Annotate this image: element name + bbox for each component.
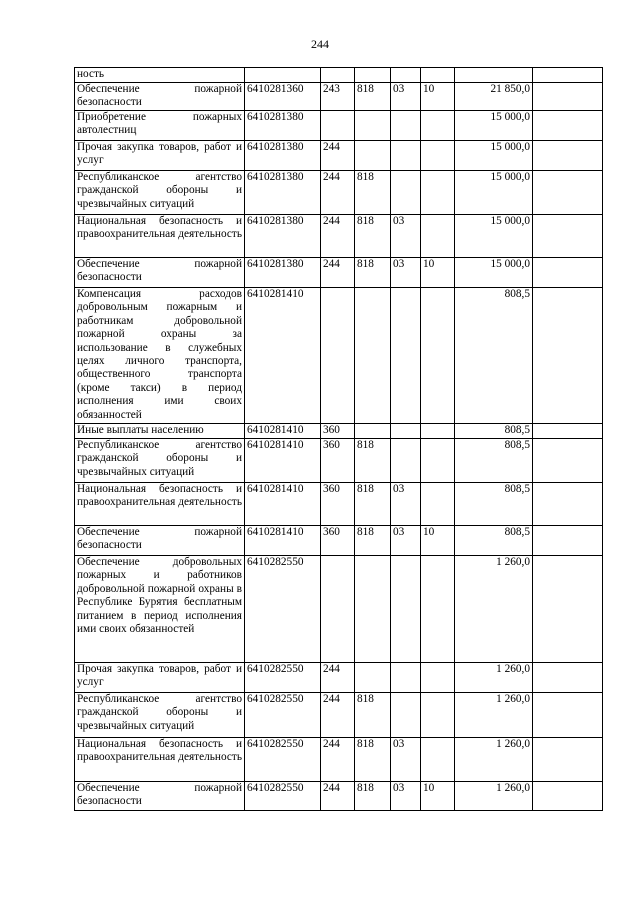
- page-number: 244: [311, 37, 329, 51]
- cell-extra: [533, 424, 603, 439]
- cell-amount: 15 000,0: [455, 258, 533, 288]
- cell-name: Республиканское агентство гражданской обороны и чрезвычайных ситуаций: [75, 439, 245, 483]
- cell-subsection: [421, 693, 455, 738]
- cell-target-code: 6410282550: [245, 556, 321, 663]
- cell-admin-code: 818: [355, 215, 391, 258]
- cell-name: Национальная безопасность и правоохранительная деятельность: [75, 483, 245, 526]
- table-row: [75, 693, 603, 738]
- cell-admin-code: [355, 288, 391, 424]
- cell-extra: [533, 111, 603, 141]
- cell-expense-type: [321, 111, 355, 141]
- cell-subsection: [421, 171, 455, 215]
- cell-admin-code: [355, 68, 391, 83]
- cell-subsection: [421, 288, 455, 424]
- table-row: [75, 424, 603, 439]
- cell-name: Прочая закупка товаров, работ и услуг: [75, 141, 245, 171]
- cell-section: [391, 111, 421, 141]
- cell-extra: [533, 782, 603, 811]
- cell-name: Республиканское агентство гражданской обороны и чрезвычайных ситуаций: [75, 693, 245, 738]
- cell-target-code: 6410281380: [245, 171, 321, 215]
- cell-expense-type: 243: [321, 83, 355, 111]
- cell-target-code: 6410281410: [245, 439, 321, 483]
- table-row: [75, 83, 603, 111]
- table-row: [75, 556, 603, 663]
- cell-admin-code: 818: [355, 171, 391, 215]
- cell-expense-type: 244: [321, 738, 355, 782]
- cell-target-code: 6410282550: [245, 693, 321, 738]
- cell-name: Компенсация расходов добровольным пожарным и работникам добровольной пожарной охраны за использование в служебных целях личного транспорта, общественного транспорта (кроме такси) в период исполнения ими своих обязанностей: [75, 288, 245, 424]
- cell-expense-type: 360: [321, 439, 355, 483]
- cell-subsection: 10: [421, 526, 455, 556]
- cell-section: 03: [391, 215, 421, 258]
- cell-subsection: [421, 663, 455, 693]
- cell-section: [391, 663, 421, 693]
- budget-table: [74, 67, 603, 811]
- cell-section: 03: [391, 258, 421, 288]
- cell-target-code: 6410281380: [245, 141, 321, 171]
- table-row: [75, 439, 603, 483]
- table-row: [75, 288, 603, 424]
- table-row: [75, 782, 603, 811]
- cell-amount: [455, 68, 533, 83]
- table-row: [75, 483, 603, 526]
- cell-section: 03: [391, 83, 421, 111]
- cell-admin-code: 818: [355, 439, 391, 483]
- cell-target-code: 6410281380: [245, 215, 321, 258]
- cell-target-code: 6410281410: [245, 288, 321, 424]
- cell-expense-type: 360: [321, 526, 355, 556]
- cell-name: Приобретение пожарных автолестниц: [75, 111, 245, 141]
- cell-extra: [533, 288, 603, 424]
- cell-name: Республиканское агентство гражданской обороны и чрезвычайных ситуаций: [75, 171, 245, 215]
- table-row: [75, 111, 603, 141]
- cell-name: Обеспечение добровольных пожарных и работников добровольной пожарной охраны в Республике Бурятия бесплатным питанием в период исполнения ими своих обязанностей: [75, 556, 245, 663]
- table-body: [75, 68, 603, 811]
- cell-extra: [533, 141, 603, 171]
- cell-target-code: 6410281380: [245, 111, 321, 141]
- cell-subsection: [421, 68, 455, 83]
- cell-section: [391, 141, 421, 171]
- table-row: [75, 663, 603, 693]
- cell-extra: [533, 439, 603, 483]
- cell-expense-type: 244: [321, 663, 355, 693]
- cell-subsection: 10: [421, 782, 455, 811]
- cell-section: [391, 556, 421, 663]
- cell-subsection: [421, 424, 455, 439]
- cell-amount: 808,5: [455, 288, 533, 424]
- table-row: [75, 215, 603, 258]
- cell-amount: 808,5: [455, 439, 533, 483]
- cell-extra: [533, 171, 603, 215]
- cell-subsection: [421, 215, 455, 258]
- cell-section: [391, 288, 421, 424]
- cell-subsection: 10: [421, 83, 455, 111]
- cell-name: Обеспечение пожарной безопасности: [75, 526, 245, 556]
- cell-subsection: [421, 141, 455, 171]
- cell-extra: [533, 68, 603, 83]
- cell-expense-type: 244: [321, 141, 355, 171]
- cell-name: Иные выплаты населению: [75, 424, 245, 439]
- cell-name: Национальная безопасность и правоохранительная деятельность: [75, 738, 245, 782]
- cell-name: Обеспечение пожарной безопасности: [75, 258, 245, 288]
- cell-section: [391, 693, 421, 738]
- cell-expense-type: [321, 68, 355, 83]
- cell-target-code: 6410281410: [245, 424, 321, 439]
- cell-extra: [533, 556, 603, 663]
- cell-admin-code: [355, 141, 391, 171]
- cell-target-code: 6410281410: [245, 483, 321, 526]
- cell-admin-code: 818: [355, 693, 391, 738]
- cell-admin-code: [355, 663, 391, 693]
- table-row: [75, 171, 603, 215]
- table-row: [75, 258, 603, 288]
- cell-subsection: [421, 556, 455, 663]
- cell-expense-type: [321, 288, 355, 424]
- cell-expense-type: 244: [321, 782, 355, 811]
- cell-section: [391, 424, 421, 439]
- cell-amount: 808,5: [455, 526, 533, 556]
- cell-expense-type: 244: [321, 693, 355, 738]
- cell-amount: 21 850,0: [455, 83, 533, 111]
- cell-section: 03: [391, 738, 421, 782]
- cell-expense-type: 244: [321, 215, 355, 258]
- cell-amount: 1 260,0: [455, 782, 533, 811]
- cell-subsection: [421, 439, 455, 483]
- cell-amount: 1 260,0: [455, 738, 533, 782]
- cell-target-code: 6410281410: [245, 526, 321, 556]
- cell-name: ность: [75, 68, 245, 83]
- cell-admin-code: 818: [355, 483, 391, 526]
- cell-amount: 1 260,0: [455, 693, 533, 738]
- cell-amount: 1 260,0: [455, 556, 533, 663]
- table-row: [75, 141, 603, 171]
- cell-amount: 808,5: [455, 483, 533, 526]
- cell-name: Обеспечение пожарной безопасности: [75, 782, 245, 811]
- cell-extra: [533, 83, 603, 111]
- cell-admin-code: 818: [355, 738, 391, 782]
- cell-target-code: 6410282550: [245, 782, 321, 811]
- cell-subsection: [421, 111, 455, 141]
- cell-expense-type: 244: [321, 171, 355, 215]
- cell-admin-code: [355, 111, 391, 141]
- cell-target-code: 6410282550: [245, 663, 321, 693]
- cell-extra: [533, 526, 603, 556]
- cell-section: 03: [391, 483, 421, 526]
- cell-subsection: 10: [421, 258, 455, 288]
- cell-section: 03: [391, 782, 421, 811]
- cell-admin-code: [355, 424, 391, 439]
- table-row: [75, 68, 603, 83]
- cell-subsection: [421, 738, 455, 782]
- cell-extra: [533, 258, 603, 288]
- cell-amount: 15 000,0: [455, 141, 533, 171]
- cell-extra: [533, 693, 603, 738]
- cell-amount: 1 260,0: [455, 663, 533, 693]
- cell-expense-type: 244: [321, 258, 355, 288]
- table-row: [75, 526, 603, 556]
- cell-amount: 808,5: [455, 424, 533, 439]
- cell-admin-code: 818: [355, 258, 391, 288]
- cell-expense-type: [321, 556, 355, 663]
- cell-amount: 15 000,0: [455, 171, 533, 215]
- cell-amount: 15 000,0: [455, 215, 533, 258]
- cell-target-code: 6410282550: [245, 738, 321, 782]
- cell-section: [391, 171, 421, 215]
- cell-extra: [533, 483, 603, 526]
- cell-expense-type: 360: [321, 483, 355, 526]
- cell-extra: [533, 738, 603, 782]
- cell-admin-code: 818: [355, 526, 391, 556]
- cell-section: [391, 439, 421, 483]
- cell-target-code: 6410281380: [245, 258, 321, 288]
- cell-target-code: [245, 68, 321, 83]
- cell-expense-type: 360: [321, 424, 355, 439]
- cell-admin-code: 818: [355, 83, 391, 111]
- cell-extra: [533, 663, 603, 693]
- cell-subsection: [421, 483, 455, 526]
- cell-name: Национальная безопасность и правоохранительная деятельность: [75, 215, 245, 258]
- cell-section: 03: [391, 526, 421, 556]
- cell-name: Обеспечение пожарной безопасности: [75, 83, 245, 111]
- cell-admin-code: 818: [355, 782, 391, 811]
- cell-extra: [533, 215, 603, 258]
- cell-admin-code: [355, 556, 391, 663]
- cell-amount: 15 000,0: [455, 111, 533, 141]
- cell-section: [391, 68, 421, 83]
- table-row: [75, 738, 603, 782]
- cell-name: Прочая закупка товаров, работ и услуг: [75, 663, 245, 693]
- cell-target-code: 6410281360: [245, 83, 321, 111]
